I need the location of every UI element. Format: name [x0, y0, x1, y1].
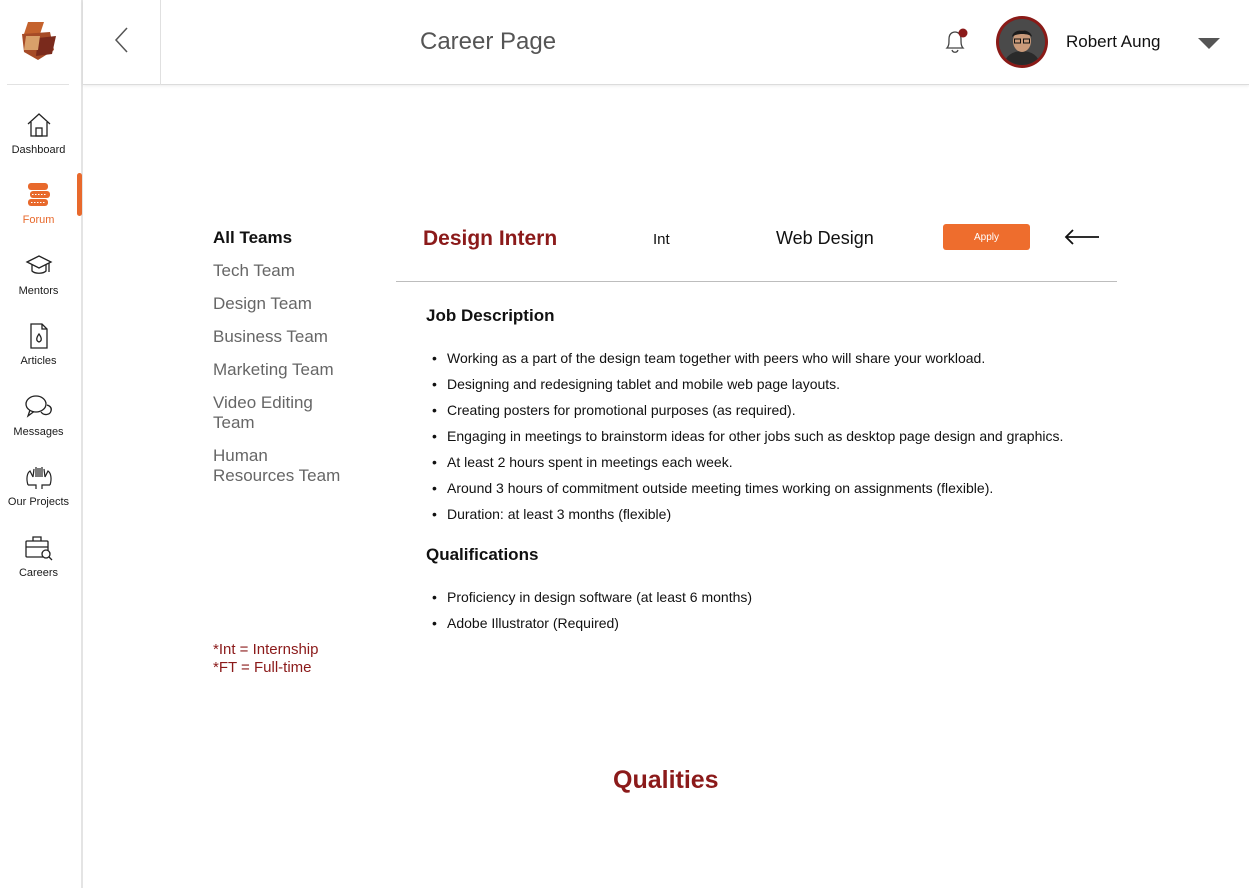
- qualities-heading: Qualities: [613, 766, 719, 794]
- team-filter-human-resources-team[interactable]: Human Resources Team: [213, 446, 341, 485]
- page-title: Career Page: [420, 28, 557, 55]
- list-item: • At least 2 hours spent in meetings each week.: [426, 449, 1126, 475]
- list-item: • Creating posters for promotional purposes (as required).: [426, 397, 1126, 423]
- sidebar-item-label: Mentors: [18, 285, 59, 297]
- sidebar-item-forum[interactable]: [0, 180, 77, 238]
- sidebar-item-label: Articles: [20, 355, 57, 367]
- apply-button[interactable]: Apply: [943, 224, 1030, 250]
- avatar[interactable]: [996, 16, 1048, 68]
- sidebar-item-articles[interactable]: [0, 321, 77, 379]
- back-button[interactable]: [83, 0, 161, 85]
- hands-icon: [24, 462, 54, 492]
- job-type: Int: [653, 231, 670, 248]
- logo-divider: [7, 84, 69, 85]
- sidebar-item-mentors[interactable]: [0, 251, 77, 309]
- qualifications-heading: Qualifications: [426, 545, 539, 564]
- team-filter-list: [213, 228, 363, 499]
- legend-internship: *Int = Internship: [213, 641, 319, 658]
- job-title: Design Intern: [423, 227, 558, 250]
- list-item: • Around 3 hours of commitment outside meeting times working on assignments (flexible).: [426, 475, 1126, 501]
- sidebar-item-careers[interactable]: [0, 533, 77, 591]
- job-team: Web Design: [776, 228, 874, 248]
- list-item: • Working as a part of the design team together with peers who will share your workload.: [426, 345, 1126, 371]
- team-filter-tech-team[interactable]: Tech Team: [213, 261, 295, 280]
- arrow-left-icon[interactable]: [1064, 228, 1100, 246]
- top-header: [83, 0, 1249, 85]
- sidebar-item-label: Our Projects: [7, 496, 70, 508]
- graduation-cap-icon: [24, 251, 54, 281]
- list-item: • Duration: at least 3 months (flexible): [426, 501, 1126, 527]
- job-description-list: [426, 345, 1126, 527]
- job-description-panel[interactable]: [426, 306, 1126, 635]
- list-item: • Designing and redesigning tablet and mobile web page layouts.: [426, 371, 1126, 397]
- forum-icon: [24, 180, 54, 210]
- job-type-legend: [213, 641, 318, 677]
- bell-icon[interactable]: [941, 26, 971, 56]
- team-filter-video-editing-team[interactable]: Video Editing Team: [213, 393, 313, 432]
- team-filter-all-teams[interactable]: All Teams: [213, 228, 293, 247]
- sidebar-item-messages[interactable]: [0, 392, 77, 450]
- legend-full-time: *FT = Full-time: [213, 659, 312, 676]
- sidebar-item-dashboard[interactable]: [0, 110, 77, 168]
- team-filter-business-team[interactable]: Business Team: [213, 327, 328, 346]
- sidebar-item-label: Messages: [13, 426, 64, 438]
- document-icon: [24, 321, 54, 351]
- list-item: • Proficiency in design software (at least 6 months): [426, 584, 1126, 610]
- team-filter-marketing-team[interactable]: Marketing Team: [213, 360, 334, 379]
- sidebar-item-label: Forum: [22, 214, 55, 226]
- app-logo[interactable]: [20, 20, 58, 62]
- sidebar-item-label: Dashboard: [11, 144, 66, 156]
- list-item: • Engaging in meetings to brainstorm ideas for other jobs such as desktop page design and graphics.: [426, 423, 1126, 449]
- list-item: • Adobe Illustrator (Required): [426, 610, 1126, 635]
- briefcase-search-icon: [24, 533, 54, 563]
- sidebar-item-our-projects[interactable]: [0, 462, 77, 520]
- home-icon: [24, 110, 54, 140]
- active-indicator: [77, 173, 82, 216]
- chevron-down-icon[interactable]: [1197, 36, 1221, 50]
- divider: [396, 281, 1117, 282]
- team-filter-design-team[interactable]: Design Team: [213, 294, 312, 313]
- sidebar-item-label: Careers: [18, 567, 59, 579]
- qualifications-list: [426, 584, 1126, 635]
- user-name[interactable]: Robert Aung: [1066, 32, 1161, 51]
- sidebar: [0, 0, 83, 888]
- chat-bubbles-icon: [24, 392, 54, 422]
- job-description-heading: Job Description: [426, 306, 555, 325]
- chevron-left-icon: [114, 26, 130, 59]
